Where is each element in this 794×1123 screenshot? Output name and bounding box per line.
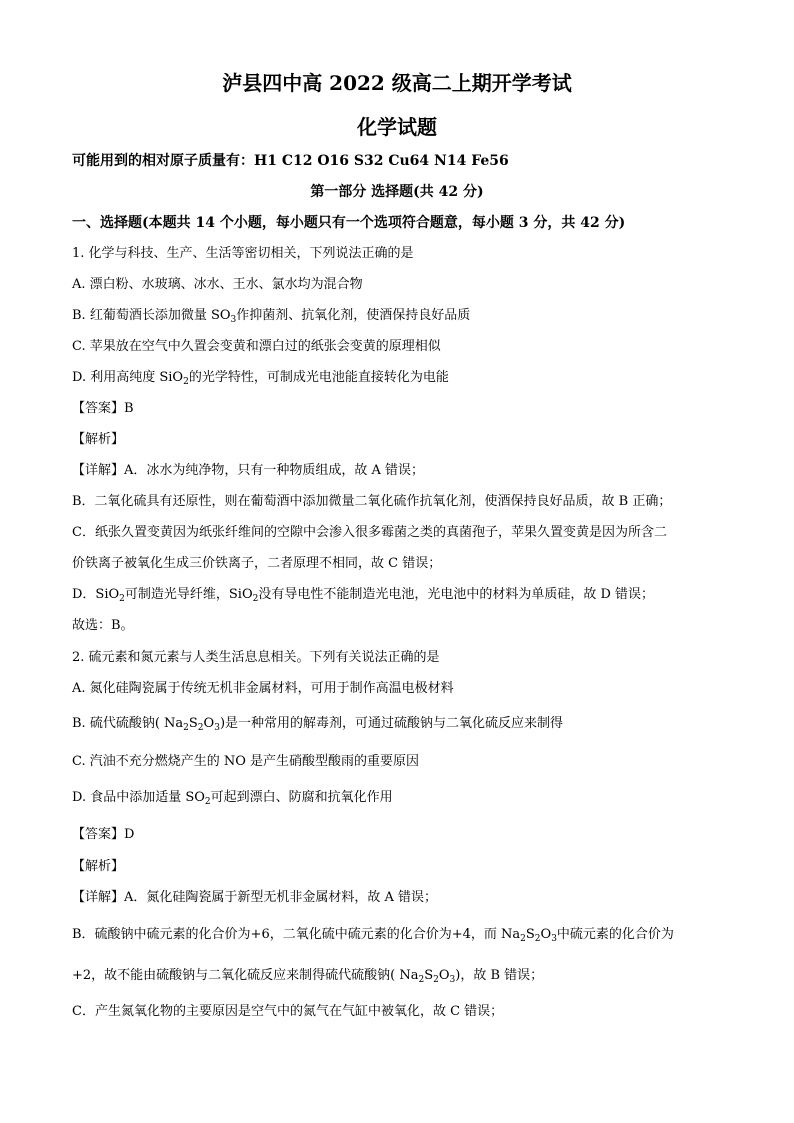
- q2-analysis-label: 【解析】: [72, 859, 125, 874]
- q2-option-b: B. 硫代硫酸钠( $Na_2S_2O_3$)是一种常用的解毒剂，可通过硫酸钠与二氧化硫反应来制得: [72, 716, 564, 733]
- q1-conclusion: 故选：B。: [72, 618, 134, 633]
- q1-option-c: C. 苹果放在空气中久置会变黄和漂白过的纸张会变黄的原理相似: [72, 339, 441, 354]
- q1-analysis-label: 【解析】: [72, 432, 125, 447]
- exam-subtitle: 化学试题: [357, 115, 437, 139]
- q2-detail-b-line1: B．硫酸钠中硫元素的化合价为+6，二氧化硫中硫元素的化合价为+4，而 $Na_2S_2O_3$中硫元素的化合价为: [72, 927, 674, 944]
- q2-detail-b-line2: +2，故不能由硫酸钠与二氧化硫反应来制得硫代硫酸钠( $Na_2S_2O_3$)，故 B 错误；: [72, 968, 544, 985]
- q1-detail-c-line2: 价铁离子被氧化生成三价铁离子，二者原理不相同，故 C 错误；: [72, 556, 442, 571]
- q1-detail-d: D．SiO$_2$可制造光导纤维，SiO$_2$没有导电性不能制造光电池，光电池中的材料为单质硅，故 D 错误；: [72, 587, 655, 604]
- q2-stem: 2. 硫元素和氮元素与人类生活息息相关。下列有关说法正确的是: [72, 650, 440, 665]
- q1-option-a: A. 漂白粉、水玻璃、冰水、王水、氯水均为混合物: [72, 277, 363, 292]
- q1-detail-a: 【详解】A．冰水为纯净物，只有一种物质组成，故 A 错误；: [72, 463, 425, 478]
- q2-option-d: D. 食品中添加适量 $SO_2$可起到漂白、防腐和抗氧化作用: [72, 790, 393, 807]
- q2-detail-a: 【详解】A．氮化硅陶瓷属于新型无机非金属材料，故 A 错误；: [72, 890, 438, 905]
- q2-option-c: C. 汽油不充分燃烧产生的 NO 是产生硝酸型酸雨的重要原因: [72, 754, 420, 769]
- q2-option-a: A. 氮化硅陶瓷属于传统无机非金属材料，可用于制作高温电极材料: [72, 681, 454, 696]
- exam-title: 泸县四中高 2022 级高二上期开学考试: [222, 71, 572, 95]
- q1-detail-c-line1: C．纸张久置变黄因为纸张纤维间的空隙中会渗入很多霉菌之类的真菌孢子，苹果久置变黄是因为所含二: [72, 525, 667, 540]
- q2-answer: 【答案】D: [72, 827, 135, 842]
- q1-detail-b: B．二氧化硫具有还原性，则在葡萄酒中添加微量二氧化硫作抗氧化剂，使酒保持良好品质，故 B 正确；: [72, 494, 672, 509]
- atomic-masses-note: 可能用到的相对原子质量有：H1 C12 O16 S32 Cu64 N14 Fe56: [72, 153, 509, 169]
- q2-detail-c: C．产生氮氧化物的主要原因是空气中的氮气在气缸中被氧化，故 C 错误；: [72, 1004, 504, 1019]
- part-heading: 第一部分 选择题(共 42 分): [310, 184, 484, 200]
- q1-option-d: D. 利用高纯度 SiO$_2$的光学特性，可制成光电池能直接转化为电能: [72, 370, 449, 387]
- q1-stem: 1. 化学与科技、生产、生活等密切相关，下列说法正确的是: [72, 246, 414, 261]
- section-heading: 一、选择题(本题共 14 个小题，每小题只有一个选项符合题意，每小题 3 分，共 42 分): [72, 215, 626, 231]
- q1-answer: 【答案】B: [72, 401, 134, 416]
- q1-option-b: B. 红葡萄酒长添加微量 $SO_3$作抑菌剂、抗氧化剂，使酒保持良好品质: [72, 308, 471, 325]
